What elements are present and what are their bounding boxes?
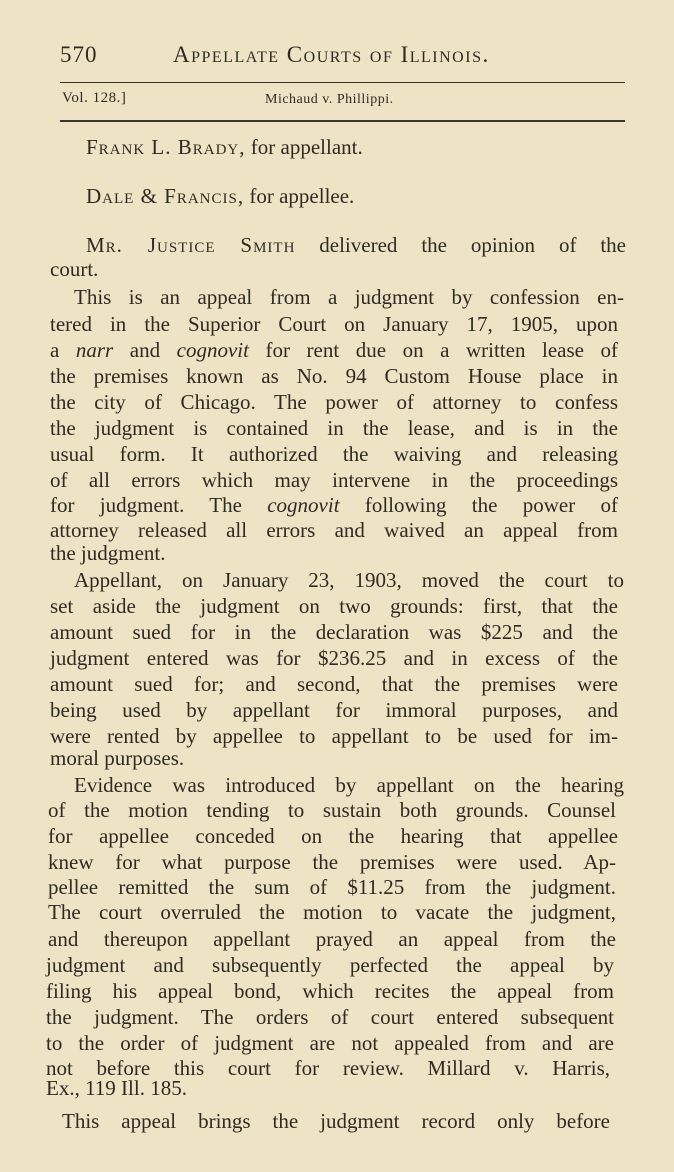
opinion-intro: Mr. Justice Smith delivered the opinion of the	[86, 233, 626, 257]
page-number: 570	[60, 42, 98, 67]
body-line: for judgment. The cognovit following the power of	[50, 493, 618, 517]
body-line: The court overruled the motion to vacate the judgment,	[48, 900, 616, 924]
body-line: usual form. It authorized the waiving and releasing	[50, 442, 618, 466]
opinion-intro-end: court.	[50, 257, 99, 281]
body-line: the city of Chicago. The power of attorney to confess	[50, 390, 618, 414]
body-line: amount sued for in the declaration was $225 and the	[50, 620, 618, 644]
header-rule	[60, 82, 625, 83]
body-line: tered in the Superior Court on January 17, 1905, upon	[50, 312, 618, 336]
body-line: the judgment.	[50, 541, 166, 565]
body-line: moral purposes.	[50, 746, 185, 770]
body-line: set aside the judgment on two grounds: first, that the	[50, 594, 618, 618]
body-line: pellee remitted the sum of $11.25 from the judgment.	[48, 875, 616, 899]
body-line: Evidence was introduced by appellant on the hearing	[74, 773, 624, 797]
body-line: judgment entered was for $236.25 and in excess of the	[50, 646, 618, 670]
body-line: being used by appellant for immoral purposes, and	[50, 698, 618, 722]
running-title: Appellate Courts of Illinois.	[173, 42, 490, 67]
body-line: This appeal brings the judgment record only before	[62, 1109, 610, 1133]
counsel-appellee: Dale & Francis, for appellee.	[86, 184, 355, 208]
body-line: the judgment is contained in the lease, and is in the	[50, 416, 618, 440]
body-line: a narr and cognovit for rent due on a written lease of	[50, 338, 618, 362]
body-line: for appellee conceded on the hearing that appellee	[48, 824, 618, 848]
body-line: Appellant, on January 23, 1903, moved the court to	[74, 568, 624, 592]
body-line: to the order of judgment are not appealed from and are	[46, 1031, 614, 1055]
body-line: of the motion tending to sustain both grounds. Counsel	[48, 798, 616, 822]
body-line: This is an appeal from a judgment by confession en-	[74, 285, 624, 309]
page-header	[60, 42, 620, 82]
body-line: were rented by appellee to appellant to be used for im-	[50, 724, 618, 748]
body-line: of all errors which may intervene in the proceedings	[50, 468, 618, 492]
body-line: filing his appeal bond, which recites the appeal from	[46, 979, 614, 1003]
counsel-appellant: Frank L. Brady, for appellant.	[86, 135, 363, 159]
body-line: knew for what purpose the premises were used. Ap-	[48, 850, 616, 874]
body-line: and thereupon appellant prayed an appeal from the	[48, 927, 616, 951]
body-line: the premises known as No. 94 Custom House place in	[50, 364, 618, 388]
body-line: not before this court for review. Millard v. Harris,	[46, 1056, 610, 1080]
subheader-rule	[60, 120, 625, 122]
body-line: attorney released all errors and waived an appeal from	[50, 518, 618, 542]
body-line: amount sued for; and second, that the premises were	[50, 672, 618, 696]
body-line: Ex., 119 Ill. 185.	[46, 1076, 187, 1100]
volume-label: Vol. 128.]	[62, 90, 127, 106]
body-line: the judgment. The orders of court entered subsequent	[46, 1005, 614, 1029]
body-line: judgment and subsequently perfected the appeal by	[46, 953, 614, 977]
case-name: Michaud v. Phillippi.	[265, 92, 394, 107]
